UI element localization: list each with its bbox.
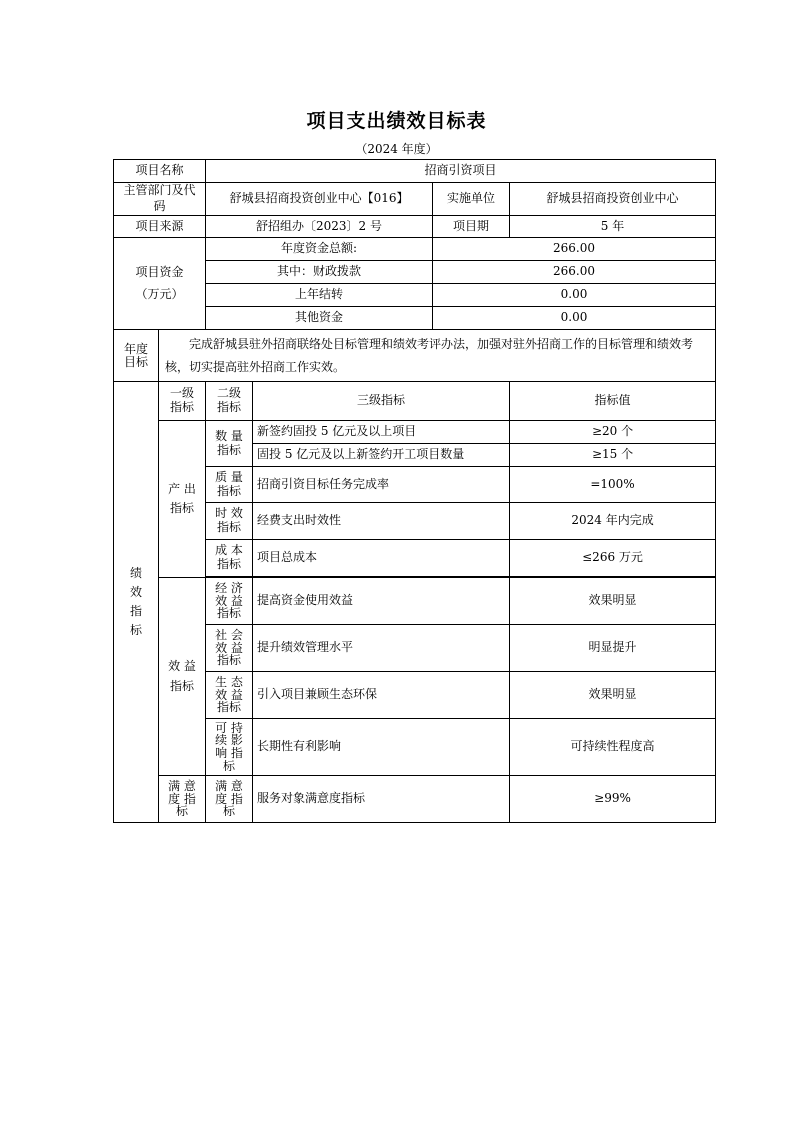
satisfaction-l2-line3: 标	[223, 804, 236, 819]
sustain-label-line3: 响 指	[215, 746, 243, 760]
time-label	[206, 503, 253, 540]
output-label-line2: 指标	[170, 501, 195, 515]
economic-label-line1: 经 济	[215, 581, 243, 596]
sustain-label-line4: 标	[223, 758, 236, 773]
indicator-name: 招商引资目标任务完成率	[253, 467, 510, 503]
indicator-value: ≤266 万元	[510, 540, 716, 577]
indicator-value: 可持续性程度高	[510, 719, 716, 776]
indicator-name: 服务对象满意度指标	[253, 776, 510, 823]
header-l1	[159, 382, 206, 421]
benefit-label-line2: 指标	[170, 678, 195, 693]
header-l2-line1: 二级	[217, 386, 242, 401]
indicator-name: 经费支出时效性	[253, 503, 510, 540]
indicator-value: 效果明显	[510, 578, 716, 625]
indicator-name: 提升绩效管理水平	[253, 625, 510, 672]
funds-item-value: 0.00	[433, 284, 716, 307]
indicator-value: =100%	[510, 467, 716, 503]
header-l2-line2: 指标	[217, 400, 242, 414]
eco-label-line3: 指标	[217, 700, 242, 715]
quality-label	[206, 467, 253, 503]
table-row	[114, 382, 716, 421]
indicator-value: ≥20 个	[510, 421, 716, 444]
dept-label: 主管部门及代码	[114, 183, 206, 216]
indicator-value: 2024 年内完成	[510, 503, 716, 540]
perf-label-char: 指	[129, 604, 142, 618]
cost-label-line1: 成 本	[215, 543, 243, 558]
page-title: 项目支出绩效目标表	[306, 110, 487, 132]
quality-label-line2: 指标	[217, 483, 242, 498]
benefit-label	[159, 578, 206, 776]
goal-label	[114, 330, 159, 382]
indicator-name: 新签约固投 5 亿元及以上项目	[253, 421, 510, 444]
goal-label-line2: 目标	[123, 354, 148, 369]
perf-label-char: 绩	[129, 565, 142, 580]
funds-unit: （万元）	[135, 286, 184, 301]
funds-item-value: 0.00	[433, 307, 716, 330]
header-value: 指标值	[510, 382, 716, 421]
output-label	[159, 421, 206, 578]
satisfaction-l2-label	[206, 776, 253, 823]
funds-label-text: 项目资金	[135, 264, 184, 279]
indicator-value: ≥99%	[510, 776, 716, 823]
year-label: （2024 年度）	[355, 142, 438, 156]
period-value: 5 年	[510, 216, 716, 238]
quantity-label-line1: 数 量	[215, 428, 243, 443]
economic-label	[206, 578, 253, 625]
eco-label	[206, 672, 253, 719]
source-value: 舒招组办〔2023〕2 号	[206, 216, 433, 238]
indicator-name: 引入项目兼顾生态环保	[253, 672, 510, 719]
social-label-line2: 效 益	[215, 640, 243, 655]
funds-item-value: 266.00	[433, 238, 716, 261]
impl-value: 舒城县招商投资创业中心	[510, 183, 716, 216]
quantity-label	[206, 421, 253, 467]
satisfaction-l1-label	[159, 776, 206, 823]
table-row	[114, 421, 716, 444]
table-row	[114, 216, 716, 238]
table-row	[114, 776, 716, 823]
social-label	[206, 625, 253, 672]
quantity-label-line2: 指标	[217, 442, 242, 457]
sustain-label-line2: 续 影	[215, 733, 243, 748]
impl-label: 实施单位	[433, 183, 510, 216]
funds-item-name: 上年结转	[206, 284, 433, 307]
header-l2	[206, 382, 253, 421]
header-l3: 三级指标	[253, 382, 510, 421]
funds-item-name: 其中：财政拨款	[206, 261, 433, 284]
sustain-label	[206, 719, 253, 776]
eco-label-line1: 生 态	[215, 675, 243, 690]
social-label-line3: 指标	[217, 653, 242, 668]
table-row	[114, 578, 716, 625]
funds-item-value: 266.00	[433, 261, 716, 284]
cost-label-line2: 指标	[217, 557, 242, 571]
dept-value: 舒城县招商投资创业中心【016】	[206, 183, 433, 216]
indicator-name: 长期性有利影响	[253, 719, 510, 776]
header-l1-line2: 指标	[170, 400, 195, 414]
benefit-label-line1: 效 益	[168, 659, 196, 674]
perf-label-char: 效	[129, 584, 142, 599]
time-label-line2: 指标	[217, 520, 242, 534]
table-row	[114, 330, 716, 382]
project-name-value: 招商引资项目	[206, 160, 716, 183]
source-label: 项目来源	[114, 216, 206, 238]
funds-label	[114, 238, 206, 330]
indicator-name: 固投 5 亿元及以上新签约开工项目数量	[253, 444, 510, 467]
funds-item-name: 年度资金总额:	[206, 238, 433, 261]
economic-label-line2: 效 益	[215, 593, 243, 608]
eco-label-line2: 效 益	[215, 687, 243, 702]
table-row	[114, 183, 716, 216]
satisfaction-l1-line1: 满 意	[168, 779, 196, 794]
performance-target-table	[113, 159, 716, 823]
satisfaction-l1-line2: 度 指	[168, 791, 196, 806]
header-l1-line1: 一级	[170, 386, 195, 401]
perf-label-char: 标	[129, 623, 142, 638]
satisfaction-l1-line3: 标	[176, 804, 189, 819]
indicator-name: 提高资金使用效益	[253, 578, 510, 625]
satisfaction-l2-line2: 度 指	[215, 791, 243, 806]
table-row	[114, 160, 716, 183]
period-label: 项目期	[433, 216, 510, 238]
satisfaction-l2-line1: 满 意	[215, 779, 243, 794]
goal-text: 完成舒城县驻外招商联络处目标管理和绩效考评办法，加强对驻外招商工作的目标管理和绩效考核，切实提高驻外招商工作实效。	[159, 330, 716, 382]
social-label-line1: 社 会	[215, 628, 243, 643]
indicator-name: 项目总成本	[253, 540, 510, 577]
project-name-label: 项目名称	[114, 160, 206, 183]
cost-label	[206, 540, 253, 577]
indicator-value: ≥15 个	[510, 444, 716, 467]
quality-label-line1: 质 量	[215, 469, 243, 484]
economic-label-line3: 指标	[217, 606, 242, 621]
indicator-value: 效果明显	[510, 672, 716, 719]
indicator-value: 明显提升	[510, 625, 716, 672]
sustain-label-line1: 可 持	[215, 720, 243, 735]
funds-item-name: 其他资金	[206, 307, 433, 330]
goal-label-line1: 年度	[123, 341, 148, 356]
output-label-line1: 产 出	[168, 481, 196, 496]
time-label-line1: 时 效	[215, 506, 243, 521]
perf-label	[114, 382, 159, 823]
table-row	[114, 238, 716, 261]
